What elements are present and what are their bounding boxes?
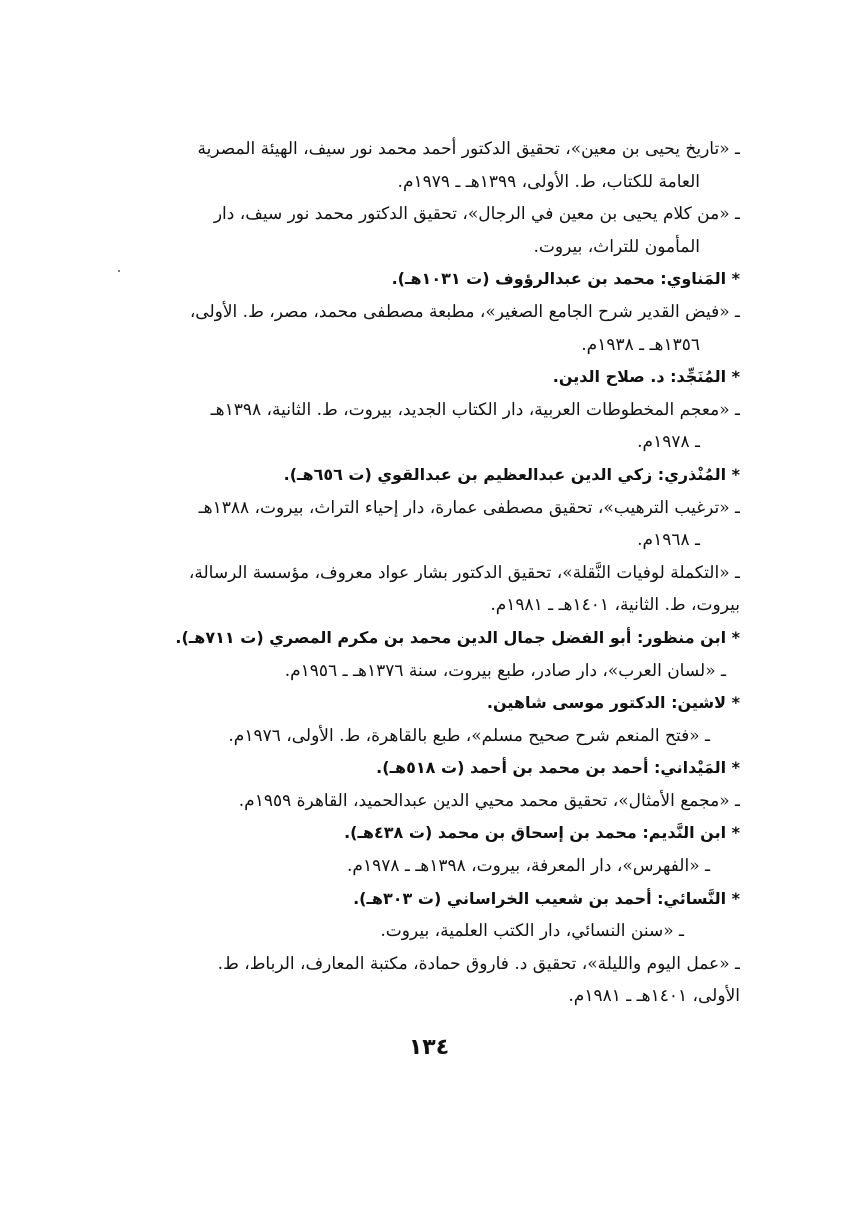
reference-line: ١٣٥٦هـ ـ ١٩٣٨م. (581, 334, 700, 355)
reference-line: ـ «ترغيب الترهيب»، تحقيق مصطفى عمارة، دار إحياء التراث، بيروت، ١٣٨٨هـ (198, 497, 740, 518)
page-number: ١٣٤ (408, 1035, 450, 1060)
reference-line: ـ «من كلام يحيى بن معين في الرجال»، تحقيق الدكتور محمد نور سيف، دار (213, 204, 740, 225)
reference-line: ـ «سنن النسائي، دار الكتب العلمية، بيروت. (380, 921, 684, 942)
reference-line: ـ «معجم المخطوطات العربية، دار الكتاب الجديد، بيروت، ط. الثانية، ١٣٩٨هـ (210, 399, 740, 420)
author-heading: * المُنَجِّد: د. صلاح الدين. (552, 367, 740, 387)
author-heading: * لاشين: الدكتور موسى شاهين. (486, 693, 740, 713)
author-heading: * المَناوي: محمد بن عبدالرؤوف (ت ١٠٣١هـ). (391, 269, 740, 289)
bibliography-list (110, 133, 740, 1013)
reference-line: ـ «عمل اليوم والليلة»، تحقيق د. فاروق حمادة، مكتبة المعارف، الرباط، ط. (217, 953, 740, 974)
reference-line: المأمون للتراث، بيروت. (533, 236, 700, 257)
reference-line: ـ ١٩٦٨م. (637, 530, 700, 551)
author-heading: * النَّسائي: أحمد بن شعيب الخراساني (ت ٣٠٣هـ). (353, 888, 740, 908)
reference-line: ـ «لسان العرب»، دار صادر، طبع بيروت، سنة ١٣٧٦هـ ـ ١٩٥٦م. (284, 660, 726, 681)
reference-line: ـ «مجمع الأمثال»، تحقيق محمد محيي الدين عبدالحميد، القاهرة ١٩٥٩م. (238, 790, 740, 811)
reference-line: ـ ١٩٧٨م. (637, 432, 700, 453)
reference-line: ـ «تاريخ يحيى بن معين»، تحقيق الدكتور أحمد محمد نور سيف، الهيئة المصرية (197, 139, 740, 159)
author-heading: * ابن النَّديم: محمد بن إسحاق بن محمد (ت ٤٣٨هـ). (344, 823, 740, 843)
reference-line: العامة للكتاب، ط. الأولى، ١٣٩٩هـ ـ ١٩٧٩م. (397, 171, 700, 192)
reference-line: ـ «فيض القدير شرح الجامع الصغير»، مطبعة مصطفى محمد، مصر، ط. الأولى، (189, 301, 740, 322)
reference-line: الأولى، ١٤٠١هـ ـ ١٩٨١م. (568, 986, 740, 1007)
reference-line: ـ «الفهرس»، دار المعرفة، بيروت، ١٣٩٨هـ ـ ١٩٧٨م. (347, 856, 710, 877)
author-heading: * المَيْداني: أحمد بن محمد بن أحمد (ت ٥١٨هـ). (376, 758, 740, 778)
reference-line: ـ «التكملة لوفيات النَّقلة»، تحقيق الدكتور بشار عواد معروف، مؤسسة الرسالة، (188, 562, 740, 583)
author-heading: * المُنْذري: زكي الدين عبدالعظيم بن عبدالقوي (ت ٦٥٦هـ). (283, 464, 740, 484)
reference-line: ـ «فتح المنعم شرح صحيح مسلم»، طبع بالقاهرة، ط. الأولى، ١٩٧٦م. (228, 725, 710, 746)
author-heading: * ابن منظور: أبو الفضل جمال الدين محمد بن مكرم المصري (ت ٧١١هـ). (175, 627, 740, 647)
reference-line: بيروت، ط. الثانية، ١٤٠١هـ ـ ١٩٨١م. (490, 595, 740, 616)
